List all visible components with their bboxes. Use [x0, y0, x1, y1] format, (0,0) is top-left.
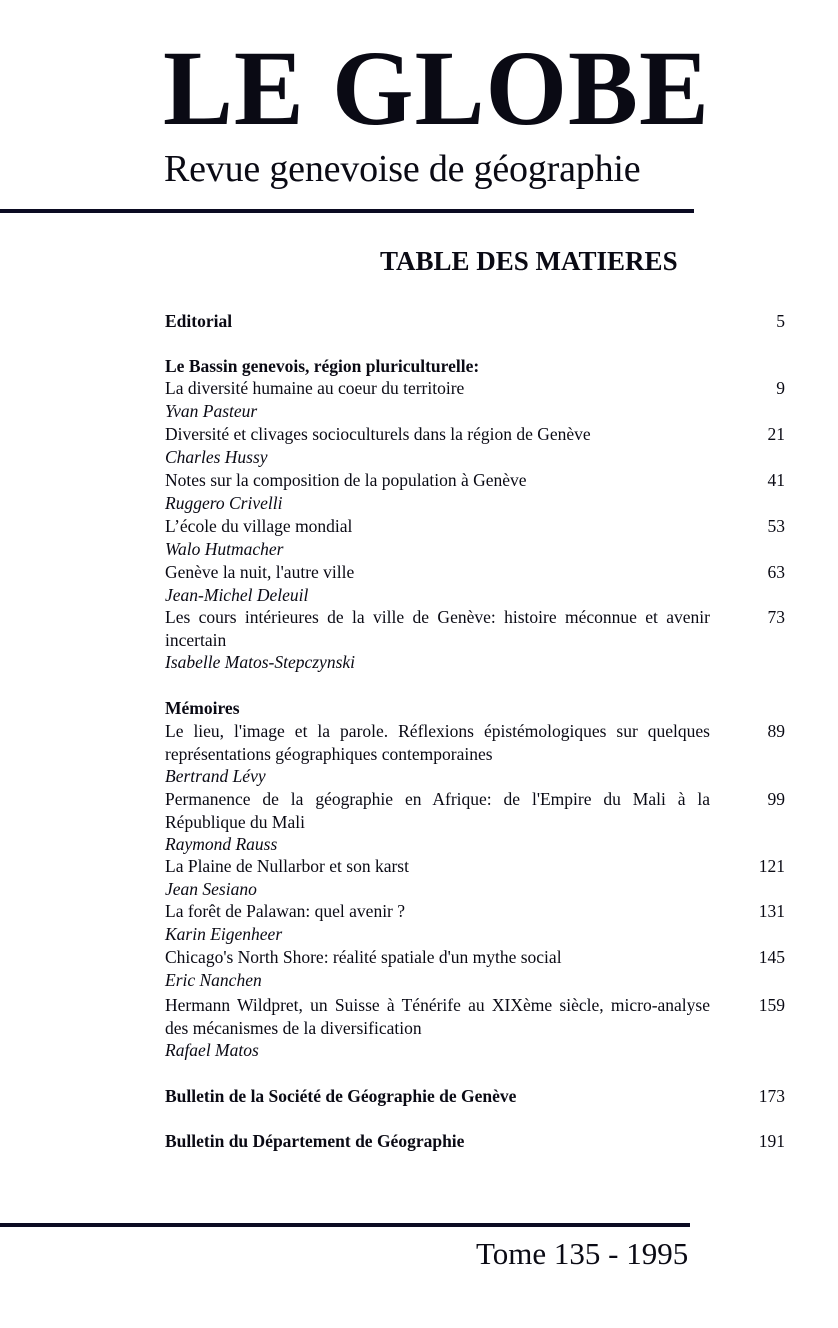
entry-title: Genève la nuit, l'autre ville — [165, 562, 355, 582]
toc-entry[interactable] — [165, 606, 785, 674]
entry-author: Bertrand Lévy — [165, 766, 266, 786]
entry-author: Walo Hutmacher — [165, 538, 284, 559]
toc-entry-bulletin-departement[interactable] — [165, 1130, 785, 1153]
entry-title: Notes sur la composition de la population à Genève — [165, 470, 527, 490]
entry-title: Editorial — [165, 311, 233, 331]
entry-author: Ruggero Crivelli — [165, 492, 283, 513]
toc-entry[interactable] — [165, 377, 785, 422]
entry-author: Raymond Rauss — [165, 834, 278, 854]
entry-page: 121 — [758, 856, 785, 876]
entry-title: Hermann Wildpret, un Suisse à Ténérife au XIXème siècle, micro-analyse des mécanismes de la diversification — [165, 995, 710, 1038]
entry-author: Isabelle Matos-Stepczynski — [165, 652, 356, 672]
toc-entry[interactable] — [165, 423, 785, 468]
entry-page: 63 — [767, 562, 785, 582]
volume-year: Tome 135 - 1995 — [476, 1236, 689, 1271]
toc-entry[interactable] — [165, 469, 785, 514]
entry-author: Jean Sesiano — [165, 878, 257, 899]
entry-author: Rafael Matos — [165, 1040, 259, 1060]
entry-page: 9 — [776, 378, 785, 398]
bottom-divider — [0, 1223, 690, 1227]
toc-entry[interactable] — [165, 788, 785, 856]
entry-title: Bulletin du Département de Géographie — [165, 1131, 465, 1151]
toc-entry[interactable] — [165, 561, 785, 606]
toc-entry[interactable] — [165, 855, 785, 900]
entry-page: 89 — [767, 721, 785, 741]
entry-title: Diversité et clivages socioculturels dans la région de Genève — [165, 424, 591, 444]
entry-title: Permanence de la géographie en Afrique: de l'Empire du Mali à la République du Mali — [165, 789, 710, 832]
entry-page: 131 — [758, 901, 785, 921]
entry-page: 191 — [758, 1131, 785, 1151]
entry-author: Eric Nanchen — [165, 969, 262, 990]
toc-entry-editorial[interactable] — [165, 310, 785, 333]
entry-title: Chicago's North Shore: réalité spatiale d'un mythe social — [165, 947, 562, 967]
entry-title: Le lieu, l'image et la parole. Réflexions épistémologiques sur quelques représentations géographiques contemporaines — [165, 721, 710, 764]
entry-page: 53 — [767, 516, 785, 536]
journal-subtitle: Revue genevoise de géographie — [164, 148, 641, 190]
entry-title: Bulletin de la Société de Géographie de Genève — [165, 1086, 517, 1106]
toc-entry[interactable] — [165, 515, 785, 560]
section-heading-bassin-genevois: Le Bassin genevois, région pluriculturelle: — [165, 356, 480, 376]
entry-page: 5 — [776, 311, 785, 331]
section-heading-memoires: Mémoires — [165, 698, 240, 718]
toc-entry[interactable] — [165, 946, 785, 991]
toc-entry[interactable] — [165, 900, 785, 945]
toc-heading: TABLE DES MATIERES — [380, 246, 678, 276]
toc-entry[interactable] — [165, 994, 785, 1062]
entry-page: 159 — [758, 995, 785, 1015]
entry-page: 41 — [767, 470, 785, 490]
entry-page: 145 — [758, 947, 785, 967]
entry-author: Yvan Pasteur — [165, 400, 258, 421]
entry-title: La forêt de Palawan: quel avenir ? — [165, 901, 406, 921]
entry-page: 173 — [758, 1086, 785, 1106]
toc-entry[interactable] — [165, 720, 785, 788]
entry-title: La Plaine de Nullarbor et son karst — [165, 856, 409, 876]
entry-page: 73 — [767, 607, 785, 627]
journal-title: LE GLOBE — [163, 30, 710, 148]
top-divider — [0, 209, 694, 213]
entry-author: Charles Hussy — [165, 446, 268, 467]
entry-author: Jean-Michel Deleuil — [165, 584, 309, 605]
entry-title: La diversité humaine au coeur du territoire — [165, 378, 465, 398]
entry-author: Karin Eigenheer — [165, 923, 283, 944]
entry-title: L’école du village mondial — [165, 516, 353, 536]
toc-entry-bulletin-societe[interactable] — [165, 1085, 785, 1108]
entry-page: 99 — [767, 789, 785, 809]
entry-page: 21 — [767, 424, 785, 444]
entry-title: Les cours intérieures de la ville de Genève: histoire méconnue et avenir incertain — [165, 607, 710, 650]
